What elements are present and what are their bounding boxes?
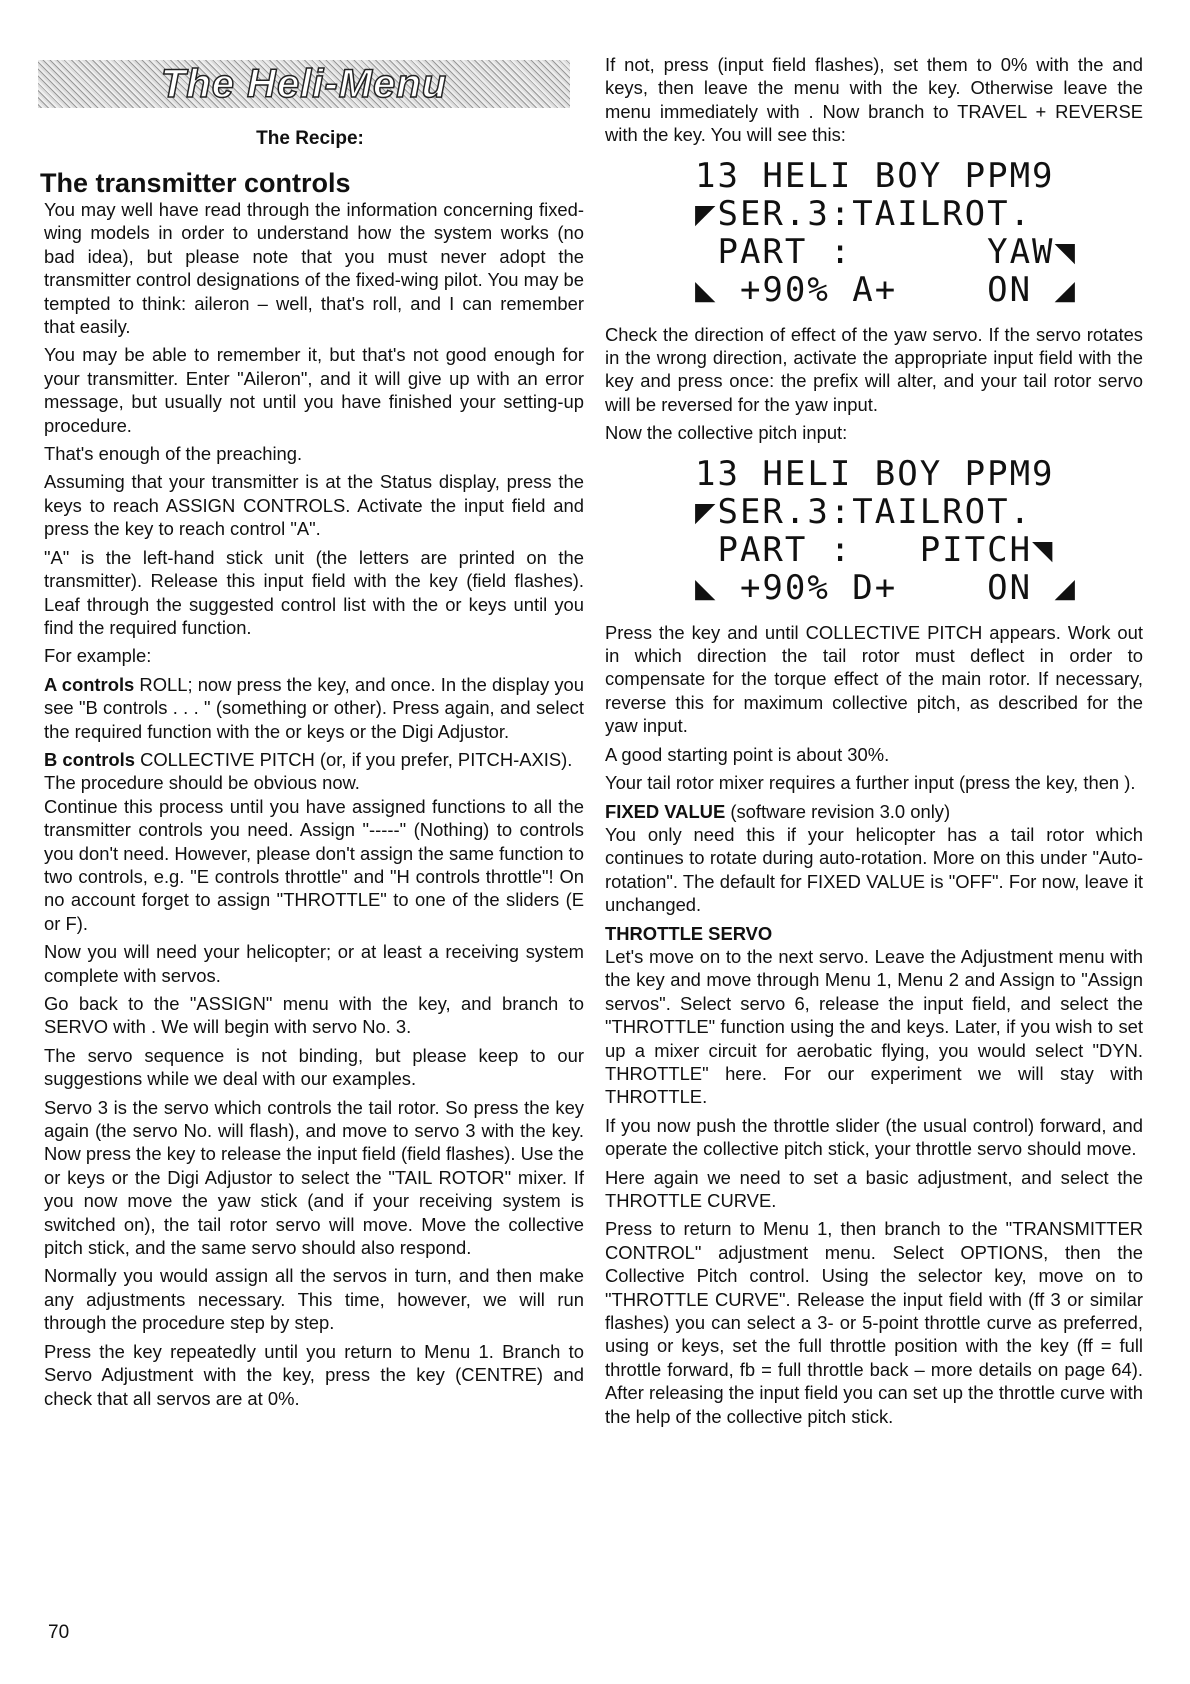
section-banner xyxy=(38,60,570,108)
paragraph: "A" is the left-hand stick unit (the letters are printed on the transmitter). Release this input field with the key (field flashes). Leaf through the suggested control list with the or keys until you find the required function. xyxy=(44,546,584,638)
lcd-display-yaw xyxy=(695,157,1143,309)
paragraph-a-controls xyxy=(44,673,584,743)
left-column xyxy=(44,198,584,1415)
paragraph: A good starting point is about 30%. xyxy=(605,743,890,765)
paragraph: Normally you would assign all the servos in turn, and then make any adjustments necessary. This time, however, we will run through the procedure step by step. xyxy=(44,1265,584,1334)
paragraph: Let's move on to the next servo. Leave the Adjustment menu with the key and move through Menu 1, Menu 2 and Assign to "Assign servos". Select servo 6, release the input field, and select the "THROTTLE" function using the and keys. Later, if you wish to set up a mixer circuit for aerobatic flying, you would select "DYN. THROTTLE" here. For our experiment we will stay with THROTTLE. xyxy=(605,945,1143,1108)
lcd-line: ◣ +90% D+ ON ◢ xyxy=(695,567,1077,608)
fixed-value-label: FIXED VALUE xyxy=(605,800,726,822)
paragraph: You only need this if your helicopter has a tail rotor which continues to rotate during auto-rotation. More on this under "Auto-rotation". The default for FIXED VALUE is "OFF". For now, leave it unchanged. xyxy=(605,823,1143,916)
page-heading: The transmitter controls xyxy=(40,168,351,198)
paragraph: Continue this process until you have assigned functions to all the transmitter controls you need. Assign "-----" (Nothing) to controls you don't need. However, please don't assign the same function to two controls, e.g. "E controls throttle" and "H controls throttle"! On no account forget to assign "THROTTLE" to one of the sliders (E or F). xyxy=(44,795,584,934)
paragraph: You may well have read through the information concerning fixed-wing models in order to understand how the system works (no bad idea), but please note that you must never adopt the transmitter control designations of the fixed-wing pilot. You may be tempted to think: aileron – well, that's roll, and I can remember that easily. xyxy=(44,199,584,338)
paragraph-b-controls xyxy=(44,748,584,771)
paragraph: The procedure should be obvious now. xyxy=(44,772,360,794)
lcd-line: 13 HELI BOY PPM9 xyxy=(695,155,1055,196)
fixed-value-note: (software revision 3.0 only) xyxy=(730,800,951,822)
paragraph: You may be able to remember it, but that's not good enough for your transmitter. Enter "Aileron", and it will give up with an error message, but usually not until you have finished your setting-up procedure. xyxy=(44,344,584,436)
paragraph: If you now push the throttle slider (the usual control) forward, and operate the collective pitch stick, your throttle servo should move. xyxy=(605,1114,1143,1160)
paragraph: Your tail rotor mixer requires a further input (press the key, then ). xyxy=(605,772,1136,794)
throttle-servo-heading: THROTTLE SERVO xyxy=(605,922,773,944)
paragraph: That's enough of the preaching. xyxy=(44,443,303,465)
paragraph: Here again we need to set a basic adjustment, and select the THROTTLE CURVE. xyxy=(605,1166,1143,1211)
lcd-line: 13 HELI BOY PPM9 xyxy=(695,453,1055,494)
b-controls-label: B controls xyxy=(44,748,135,770)
lcd-line: ◤SER.3:TAILROT. xyxy=(695,193,1033,234)
paragraph-fixed-value xyxy=(605,800,1143,823)
paragraph: Assuming that your transmitter is at the Status display, press the keys to reach ASSIGN CONTROLS. Activate the input field and press the key to reach control "A". xyxy=(44,471,584,540)
paragraph: Now the collective pitch input: xyxy=(605,422,848,444)
paragraph: Press to return to Menu 1, then branch to the "TRANSMITTER CONTROL" adjustment menu. Select OPTIONS, then the Collective Pitch control. Using the selector key, move on to "THROTTLE CURVE". Release the input field with (ff 3 or similar flashes) you can select a 3- or 5-point throttle curve as preferred, using or keys, set the full throttle position with the key (ff = full throttle forward, fb = full throttle back – more details on page 64). After releasing the input field you can set up the throttle curve with the help of the collective pitch stick. xyxy=(605,1218,1143,1427)
a-controls-text: ROLL; now press the key, and once. In the display you see "B controls . . . " (something or other). Press again, and select the required function with the or keys or the Digi Adjustor. xyxy=(44,673,584,742)
paragraph: Press the key repeatedly until you return to Menu 1. Branch to Servo Adjustment with the key, press the key (CENTRE) and check that all servos are at 0%. xyxy=(44,1340,584,1409)
paragraph: Servo 3 is the servo which controls the tail rotor. So press the key again (the servo No. will flash), and move to servo 3 with the key. Now press the key to release the input field (field flashes). Use the or keys or the Digi Adjustor to select the "TAIL ROTOR" mixer. If you now move the yaw stick (and if your receiving system is switched on), the tail rotor servo will move. Move the collective pitch stick, and the same servo should also respond. xyxy=(44,1096,584,1259)
paragraph: The servo sequence is not binding, but please keep to our suggestions while we deal with our examples. xyxy=(44,1044,584,1090)
paragraph: Now you will need your helicopter; or at least a receiving system complete with servos. xyxy=(44,941,584,986)
right-column xyxy=(605,53,1143,1433)
lcd-line: PART : PITCH◥ xyxy=(695,529,1055,570)
lcd-line: PART : YAW◥ xyxy=(695,231,1077,272)
lcd-line: ◣ +90% A+ ON ◢ xyxy=(695,269,1077,310)
paragraph: Go back to the "ASSIGN" menu with the key, and branch to SERVO with . We will begin with servo No. 3. xyxy=(44,993,584,1038)
recipe-label: The Recipe: xyxy=(256,128,364,149)
paragraph: Press the key and until COLLECTIVE PITCH appears. Work out in which direction the tail rotor must deflect in order to compensate for the torque effect of the main rotor. If necessary, reverse this for maximum collective pitch, as described for the yaw input. xyxy=(605,621,1143,737)
a-controls-label: A controls xyxy=(44,673,135,695)
banner-title: The Heli-Menu xyxy=(160,61,448,106)
lcd-display-pitch xyxy=(695,455,1143,607)
paragraph: For example: xyxy=(44,645,152,667)
paragraph: If not, press (input field flashes), set them to 0% with the and keys, then leave the menu with the key. Otherwise leave the menu immediately with . Now branch to TRAVEL + REVERSE with the key. You will see this: xyxy=(605,54,1143,146)
paragraph: Check the direction of effect of the yaw servo. If the servo rotates in the wrong direction, activate the appropriate input field with the key and press once: the prefix will alter, and your tail rotor servo will be reversed for the yaw input. xyxy=(605,323,1143,415)
lcd-line: ◤SER.3:TAILROT. xyxy=(695,491,1033,532)
page-number: 70 xyxy=(48,1622,70,1643)
b-controls-text: COLLECTIVE PITCH (or, if you prefer, PITCH-AXIS). xyxy=(140,748,573,770)
